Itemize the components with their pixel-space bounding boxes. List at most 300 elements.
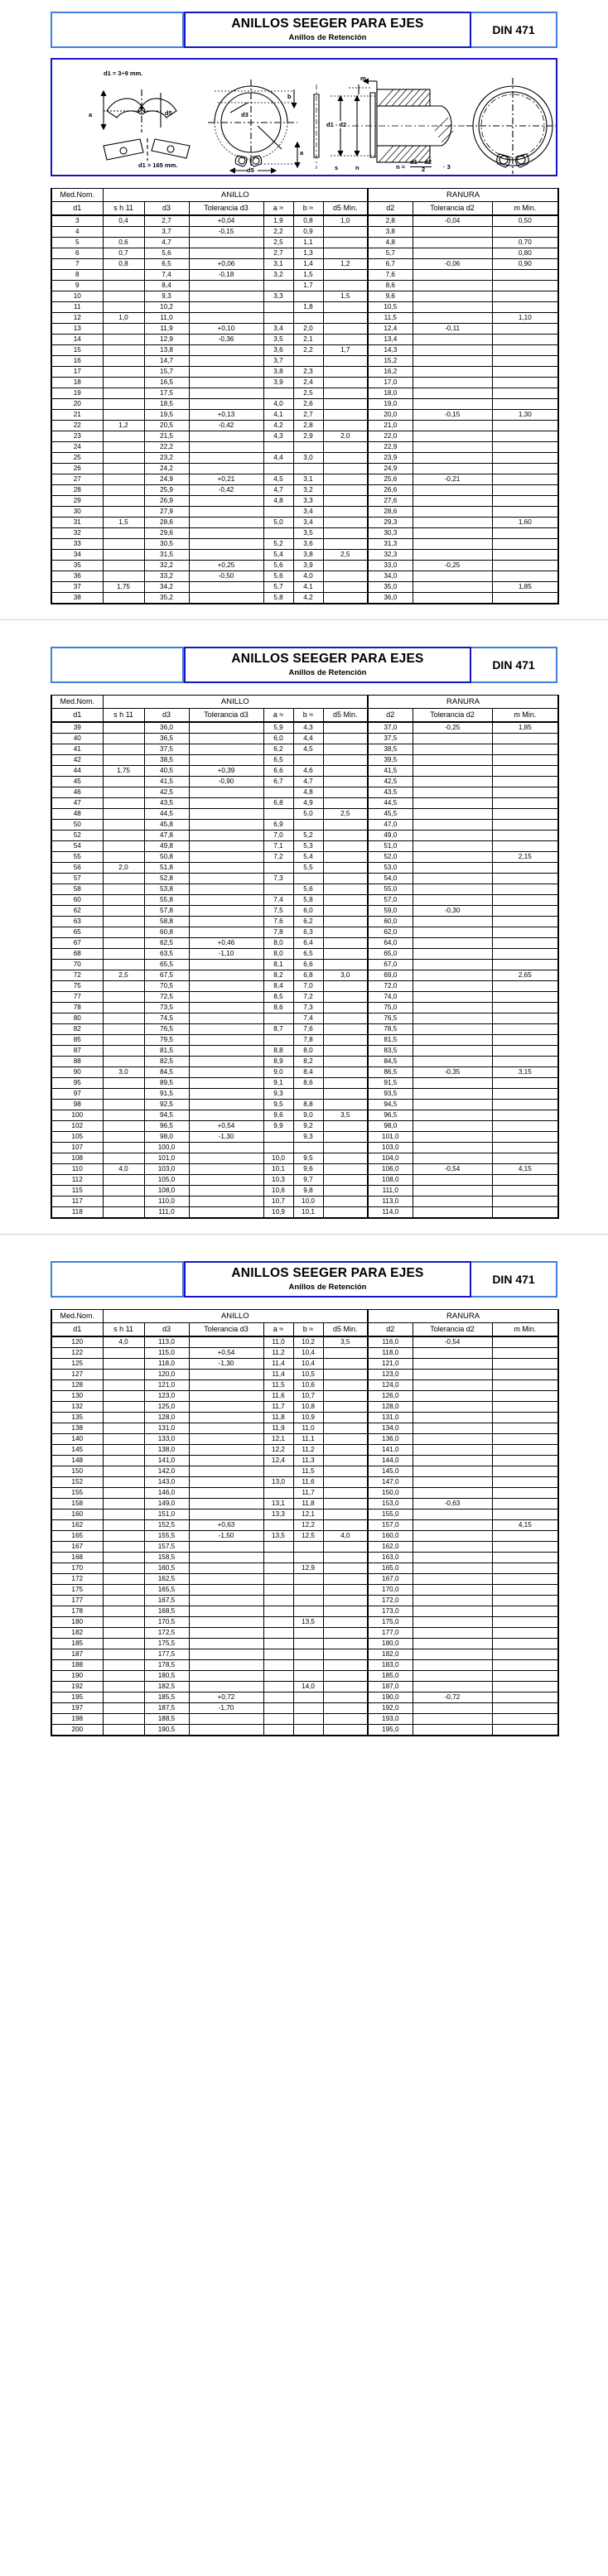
cell-a xyxy=(263,1649,293,1660)
header-med-nom: Med.Nom. xyxy=(51,189,103,202)
table-row xyxy=(51,1671,558,1682)
cell-d3: 53,8 xyxy=(144,884,189,895)
cell-tol-d2 xyxy=(413,227,492,238)
header-group-anillo-3: ANILLO xyxy=(103,1310,368,1323)
cell-tol-d2 xyxy=(413,367,492,378)
cell-m xyxy=(492,895,558,906)
cell-a: 3,6 xyxy=(263,345,293,356)
cell-s xyxy=(103,809,144,820)
cell-tol-d3 xyxy=(189,1370,263,1380)
cell-d1: 88 xyxy=(51,1057,103,1067)
cell-b: 10,5 xyxy=(293,1370,323,1380)
cell-b: 4,5 xyxy=(293,744,323,755)
table-row xyxy=(51,895,558,906)
header-s-3: s h 11 xyxy=(103,1323,144,1337)
cell-s: 3,0 xyxy=(103,1067,144,1078)
cell-d3: 180,5 xyxy=(144,1671,189,1682)
cell-m xyxy=(492,1186,558,1197)
cell-s xyxy=(103,474,144,485)
cell-a: 11,5 xyxy=(263,1380,293,1391)
cell-b xyxy=(293,1692,323,1703)
page-3 xyxy=(0,1261,608,1736)
cell-b: 10,4 xyxy=(293,1348,323,1359)
table-row xyxy=(51,917,558,927)
header-a: a ≈ xyxy=(263,202,293,216)
cell-d2: 187,0 xyxy=(368,1682,413,1692)
cell-m xyxy=(492,1617,558,1628)
title-block-logo-area-2 xyxy=(51,647,184,683)
table-row xyxy=(51,335,558,345)
cell-a xyxy=(263,1143,293,1153)
cell-a: 8,4 xyxy=(263,981,293,992)
cell-d2: 27,6 xyxy=(368,496,413,507)
cell-b: 2,0 xyxy=(293,324,323,335)
cell-tol-d3 xyxy=(189,291,263,302)
cell-d5 xyxy=(323,820,368,831)
cell-b: 3,0 xyxy=(293,453,323,464)
cell-d3: 9,3 xyxy=(144,291,189,302)
cell-a: 4,7 xyxy=(263,485,293,496)
cell-d1: 14 xyxy=(51,335,103,345)
cell-d1: 13 xyxy=(51,324,103,335)
cell-d1: 28 xyxy=(51,485,103,496)
cell-d2: 35,0 xyxy=(368,582,413,593)
cell-d1: 11 xyxy=(51,302,103,313)
cell-s xyxy=(103,1348,144,1359)
cell-d5 xyxy=(323,1606,368,1617)
cell-tol-d3: -0,36 xyxy=(189,335,263,345)
cell-s xyxy=(103,539,144,550)
cell-d3: 98,0 xyxy=(144,1132,189,1143)
cell-a xyxy=(263,442,293,453)
diagram-label-a: a xyxy=(89,111,93,118)
cell-d2: 36,0 xyxy=(368,593,413,604)
cell-tol-d3 xyxy=(189,1639,263,1649)
cell-tol-d3 xyxy=(189,863,263,874)
table-row xyxy=(51,798,558,809)
cell-tol-d3 xyxy=(189,238,263,248)
cell-s xyxy=(103,1175,144,1186)
header-d5: d5 Min. xyxy=(323,202,368,216)
cell-b: 10,8 xyxy=(293,1402,323,1413)
cell-m xyxy=(492,345,558,356)
cell-s xyxy=(103,399,144,410)
cell-a: 11,6 xyxy=(263,1391,293,1402)
cell-tol-d2 xyxy=(413,1370,492,1380)
cell-m: 2,65 xyxy=(492,970,558,981)
cell-d3: 110,0 xyxy=(144,1197,189,1207)
cell-d2: 17,0 xyxy=(368,378,413,388)
cell-d3: 31,5 xyxy=(144,550,189,561)
cell-d3: 14,7 xyxy=(144,356,189,367)
cell-b: 2,3 xyxy=(293,367,323,378)
cell-b: 5,8 xyxy=(293,895,323,906)
page-separator-1 xyxy=(0,604,608,620)
cell-d1: 135 xyxy=(51,1413,103,1423)
cell-s xyxy=(103,1649,144,1660)
cell-d2: 193,0 xyxy=(368,1714,413,1725)
cell-b: 10,7 xyxy=(293,1391,323,1402)
cell-tol-d2 xyxy=(413,960,492,970)
cell-tol-d3 xyxy=(189,1067,263,1078)
cell-s: 1,75 xyxy=(103,766,144,777)
cell-s xyxy=(103,777,144,787)
cell-m xyxy=(492,1143,558,1153)
cell-tol-d2 xyxy=(413,378,492,388)
cell-d1: 100 xyxy=(51,1110,103,1121)
cell-d5 xyxy=(323,248,368,259)
cell-tol-d3: +0,46 xyxy=(189,938,263,949)
cell-tol-d2 xyxy=(413,1046,492,1057)
cell-d5 xyxy=(323,1649,368,1660)
cell-m xyxy=(492,1649,558,1660)
cell-m xyxy=(492,1456,558,1466)
cell-d5 xyxy=(323,1348,368,1359)
cell-s xyxy=(103,1563,144,1574)
cell-tol-d3: +0,13 xyxy=(189,410,263,421)
cell-a: 7,6 xyxy=(263,917,293,927)
cell-m xyxy=(492,981,558,992)
cell-s xyxy=(103,1434,144,1445)
cell-d3: 36,0 xyxy=(144,722,189,734)
standard-badge-2 xyxy=(471,647,557,683)
cell-d2: 136,0 xyxy=(368,1434,413,1445)
cell-tol-d2 xyxy=(413,1531,492,1542)
cell-d3: 30,5 xyxy=(144,539,189,550)
cell-b: 5,6 xyxy=(293,884,323,895)
cell-m xyxy=(492,1585,558,1596)
cell-d3: 182,5 xyxy=(144,1682,189,1692)
cell-tol-d2 xyxy=(413,777,492,787)
cell-tol-d3 xyxy=(189,1509,263,1520)
cell-tol-d2 xyxy=(413,1466,492,1477)
cell-d3: 67,5 xyxy=(144,970,189,981)
cell-d5 xyxy=(323,766,368,777)
cell-s xyxy=(103,281,144,291)
cell-s xyxy=(103,1682,144,1692)
cell-d5 xyxy=(323,1370,368,1380)
cell-m xyxy=(492,1413,558,1423)
cell-d3: 45,8 xyxy=(144,820,189,831)
diagram-label-d5: d5 xyxy=(165,109,172,117)
technical-diagram xyxy=(51,58,557,176)
cell-tol-d2 xyxy=(413,345,492,356)
cell-tol-d3 xyxy=(189,1046,263,1057)
cell-tol-d3 xyxy=(189,809,263,820)
cell-d2: 10,5 xyxy=(368,302,413,313)
cell-tol-d2 xyxy=(413,1003,492,1014)
cell-a: 13,1 xyxy=(263,1499,293,1509)
cell-s xyxy=(103,464,144,474)
cell-tol-d3 xyxy=(189,1153,263,1164)
cell-a: 10,3 xyxy=(263,1175,293,1186)
cell-d3: 43,5 xyxy=(144,798,189,809)
cell-b xyxy=(293,1089,323,1100)
cell-d5 xyxy=(323,324,368,335)
cell-d5 xyxy=(323,1067,368,1078)
cell-d3: 51,8 xyxy=(144,863,189,874)
cell-b: 9,3 xyxy=(293,1132,323,1143)
cell-d3: 133,0 xyxy=(144,1434,189,1445)
cell-m: 1,30 xyxy=(492,410,558,421)
cell-tol-d3: -1,70 xyxy=(189,1703,263,1714)
cell-m xyxy=(492,1509,558,1520)
cell-b xyxy=(293,1596,323,1606)
cell-d2: 72,0 xyxy=(368,981,413,992)
cell-d1: 4 xyxy=(51,227,103,238)
cell-b: 10,6 xyxy=(293,1380,323,1391)
cell-d5 xyxy=(323,593,368,604)
cell-a xyxy=(263,1520,293,1531)
cell-a: 12,4 xyxy=(263,1456,293,1466)
table-row xyxy=(51,518,558,528)
cell-s xyxy=(103,787,144,798)
cell-a xyxy=(263,1466,293,1477)
cell-d1: 152 xyxy=(51,1477,103,1488)
cell-s xyxy=(103,1477,144,1488)
cell-d2: 144,0 xyxy=(368,1456,413,1466)
cell-tol-d3: -0,18 xyxy=(189,270,263,281)
table-row xyxy=(51,291,558,302)
cell-d5 xyxy=(323,734,368,744)
cell-d2: 42,5 xyxy=(368,777,413,787)
cell-d1: 130 xyxy=(51,1391,103,1402)
cell-m: 0,50 xyxy=(492,215,558,227)
cell-b: 12,9 xyxy=(293,1563,323,1574)
cell-s xyxy=(103,1391,144,1402)
cell-tol-d2: -0,21 xyxy=(413,474,492,485)
cell-d1: 29 xyxy=(51,496,103,507)
cell-m xyxy=(492,1121,558,1132)
cell-d2: 121,0 xyxy=(368,1359,413,1370)
cell-tol-d3 xyxy=(189,593,263,604)
cell-s xyxy=(103,734,144,744)
formula-lhs: n = xyxy=(396,163,406,171)
cell-a: 8,0 xyxy=(263,949,293,960)
table-row xyxy=(51,1153,558,1164)
cell-d1: 185 xyxy=(51,1639,103,1649)
table-row xyxy=(51,1596,558,1606)
cell-tol-d2 xyxy=(413,1089,492,1100)
cell-d2: 25,6 xyxy=(368,474,413,485)
cell-tol-d2 xyxy=(413,1520,492,1531)
cell-b: 9,8 xyxy=(293,1186,323,1197)
cell-a: 6,8 xyxy=(263,798,293,809)
cell-d1: 195 xyxy=(51,1692,103,1703)
cell-d5 xyxy=(323,1207,368,1219)
cell-d3: 108,0 xyxy=(144,1186,189,1197)
cell-d3: 10,2 xyxy=(144,302,189,313)
cell-a: 7,8 xyxy=(263,927,293,938)
cell-b: 5,2 xyxy=(293,831,323,841)
cell-d2: 153,0 xyxy=(368,1499,413,1509)
cell-b: 6,3 xyxy=(293,927,323,938)
cell-s xyxy=(103,1003,144,1014)
cell-d1: 180 xyxy=(51,1617,103,1628)
cell-b: 2,5 xyxy=(293,388,323,399)
cell-s xyxy=(103,1660,144,1671)
cell-tol-d3: +0,10 xyxy=(189,324,263,335)
cell-tol-d2 xyxy=(413,1682,492,1692)
table-row xyxy=(51,270,558,281)
cell-tol-d3 xyxy=(189,1445,263,1456)
cell-tol-d2 xyxy=(413,1121,492,1132)
cell-d3: 32,2 xyxy=(144,561,189,571)
table-row xyxy=(51,1445,558,1456)
cell-s xyxy=(103,1143,144,1153)
cell-tol-d2 xyxy=(413,1596,492,1606)
header-d1: d1 xyxy=(51,202,103,216)
cell-m xyxy=(492,1057,558,1067)
cell-b: 2,4 xyxy=(293,378,323,388)
cell-m xyxy=(492,528,558,539)
cell-m xyxy=(492,863,558,874)
cell-m xyxy=(492,1682,558,1692)
cell-d3: 21,5 xyxy=(144,431,189,442)
cell-d2: 59,0 xyxy=(368,906,413,917)
cell-b xyxy=(293,1671,323,1682)
cell-d3: 70,5 xyxy=(144,981,189,992)
cell-a: 5,6 xyxy=(263,571,293,582)
cell-m xyxy=(492,421,558,431)
table-row xyxy=(51,485,558,496)
header-m-3: m Min. xyxy=(492,1323,558,1337)
cell-d1: 36 xyxy=(51,571,103,582)
cell-tol-d2 xyxy=(413,831,492,841)
cell-tol-d2 xyxy=(413,1014,492,1024)
cell-d3: 151,0 xyxy=(144,1509,189,1520)
cell-tol-d2 xyxy=(413,1078,492,1089)
cell-s xyxy=(103,1110,144,1121)
cell-tol-d3 xyxy=(189,550,263,561)
table-row xyxy=(51,1380,558,1391)
header-med-nom-2: Med.Nom. xyxy=(51,696,103,709)
cell-b: 11,5 xyxy=(293,1466,323,1477)
cell-d1: 65 xyxy=(51,927,103,938)
table-row xyxy=(51,507,558,518)
cell-s xyxy=(103,270,144,281)
cell-b: 8,0 xyxy=(293,1046,323,1057)
header-b-2: b ≈ xyxy=(293,709,323,723)
cell-d3: 131,0 xyxy=(144,1423,189,1434)
formula-denominator: 2 xyxy=(422,166,426,173)
cell-tol-d3 xyxy=(189,1617,263,1628)
cell-a xyxy=(263,1488,293,1499)
cell-a xyxy=(263,884,293,895)
cell-s xyxy=(103,1499,144,1509)
cell-d1: 87 xyxy=(51,1046,103,1057)
table-row xyxy=(51,1132,558,1143)
cell-tol-d2 xyxy=(413,1617,492,1628)
cell-b: 11,3 xyxy=(293,1456,323,1466)
header-d2: d2 xyxy=(368,202,413,216)
cell-m xyxy=(492,1531,558,1542)
cell-a: 8,6 xyxy=(263,1003,293,1014)
cell-d1: 125 xyxy=(51,1359,103,1370)
cell-d5 xyxy=(323,1596,368,1606)
cell-tol-d2 xyxy=(413,1660,492,1671)
cell-d3: 157,5 xyxy=(144,1542,189,1553)
cell-d3: 20,5 xyxy=(144,421,189,431)
cell-b: 3,2 xyxy=(293,485,323,496)
cell-a xyxy=(263,1682,293,1692)
cell-a: 5,8 xyxy=(263,593,293,604)
cell-d1: 55 xyxy=(51,852,103,863)
cell-d2: 34,0 xyxy=(368,571,413,582)
cell-a xyxy=(263,787,293,798)
table-row xyxy=(51,1585,558,1596)
cell-d1: 128 xyxy=(51,1380,103,1391)
cell-d5 xyxy=(323,1057,368,1067)
table-row xyxy=(51,1402,558,1413)
cell-b: 4,8 xyxy=(293,787,323,798)
cell-m xyxy=(492,1423,558,1434)
table-row xyxy=(51,1413,558,1423)
cell-tol-d3: -1,30 xyxy=(189,1132,263,1143)
cell-b: 8,6 xyxy=(293,1078,323,1089)
cell-tol-d3 xyxy=(189,1553,263,1563)
cell-tol-d2 xyxy=(413,270,492,281)
cell-b: 7,6 xyxy=(293,1024,323,1035)
cell-tol-d2: -0,15 xyxy=(413,410,492,421)
cell-a: 13,0 xyxy=(263,1477,293,1488)
cell-a: 3,9 xyxy=(263,378,293,388)
cell-tol-d3 xyxy=(189,399,263,410)
cell-d3: 118,0 xyxy=(144,1359,189,1370)
table-row xyxy=(51,1563,558,1574)
cell-tol-d2 xyxy=(413,1725,492,1736)
cell-d3: 190,5 xyxy=(144,1725,189,1736)
cell-d3: 125,0 xyxy=(144,1402,189,1413)
header-group-anillo: ANILLO xyxy=(103,189,368,202)
cell-d2: 60,0 xyxy=(368,917,413,927)
cell-tol-d3 xyxy=(189,820,263,831)
cell-d5 xyxy=(323,1682,368,1692)
cell-tol-d2: -0,54 xyxy=(413,1164,492,1175)
cell-tol-d2 xyxy=(413,1456,492,1466)
cell-d1: 6 xyxy=(51,248,103,259)
cell-d1: 26 xyxy=(51,464,103,474)
cell-m xyxy=(492,1714,558,1725)
cell-d3: 40,5 xyxy=(144,766,189,777)
cell-d2: 165,0 xyxy=(368,1563,413,1574)
cell-a xyxy=(263,809,293,820)
table-row xyxy=(51,1692,558,1703)
cell-m xyxy=(492,1488,558,1499)
cell-tol-d2 xyxy=(413,1110,492,1121)
table-row xyxy=(51,464,558,474)
cell-b: 2,1 xyxy=(293,335,323,345)
cell-d1: 12 xyxy=(51,313,103,324)
cell-d1: 80 xyxy=(51,1014,103,1024)
cell-a: 9,9 xyxy=(263,1121,293,1132)
title-block-center xyxy=(186,12,470,48)
cell-d5 xyxy=(323,1585,368,1596)
cell-s xyxy=(103,442,144,453)
cell-d3: 168,5 xyxy=(144,1606,189,1617)
cell-d2: 33,0 xyxy=(368,561,413,571)
cell-b: 7,2 xyxy=(293,992,323,1003)
table-row xyxy=(51,593,558,604)
cell-m xyxy=(492,561,558,571)
cell-tol-d3 xyxy=(189,1628,263,1639)
cell-tol-d2 xyxy=(413,1035,492,1046)
cell-tol-d2 xyxy=(413,1477,492,1488)
cell-d5 xyxy=(323,1671,368,1682)
cell-d2: 111,0 xyxy=(368,1186,413,1197)
cell-tol-d2 xyxy=(413,313,492,324)
cell-d2: 26,6 xyxy=(368,485,413,496)
